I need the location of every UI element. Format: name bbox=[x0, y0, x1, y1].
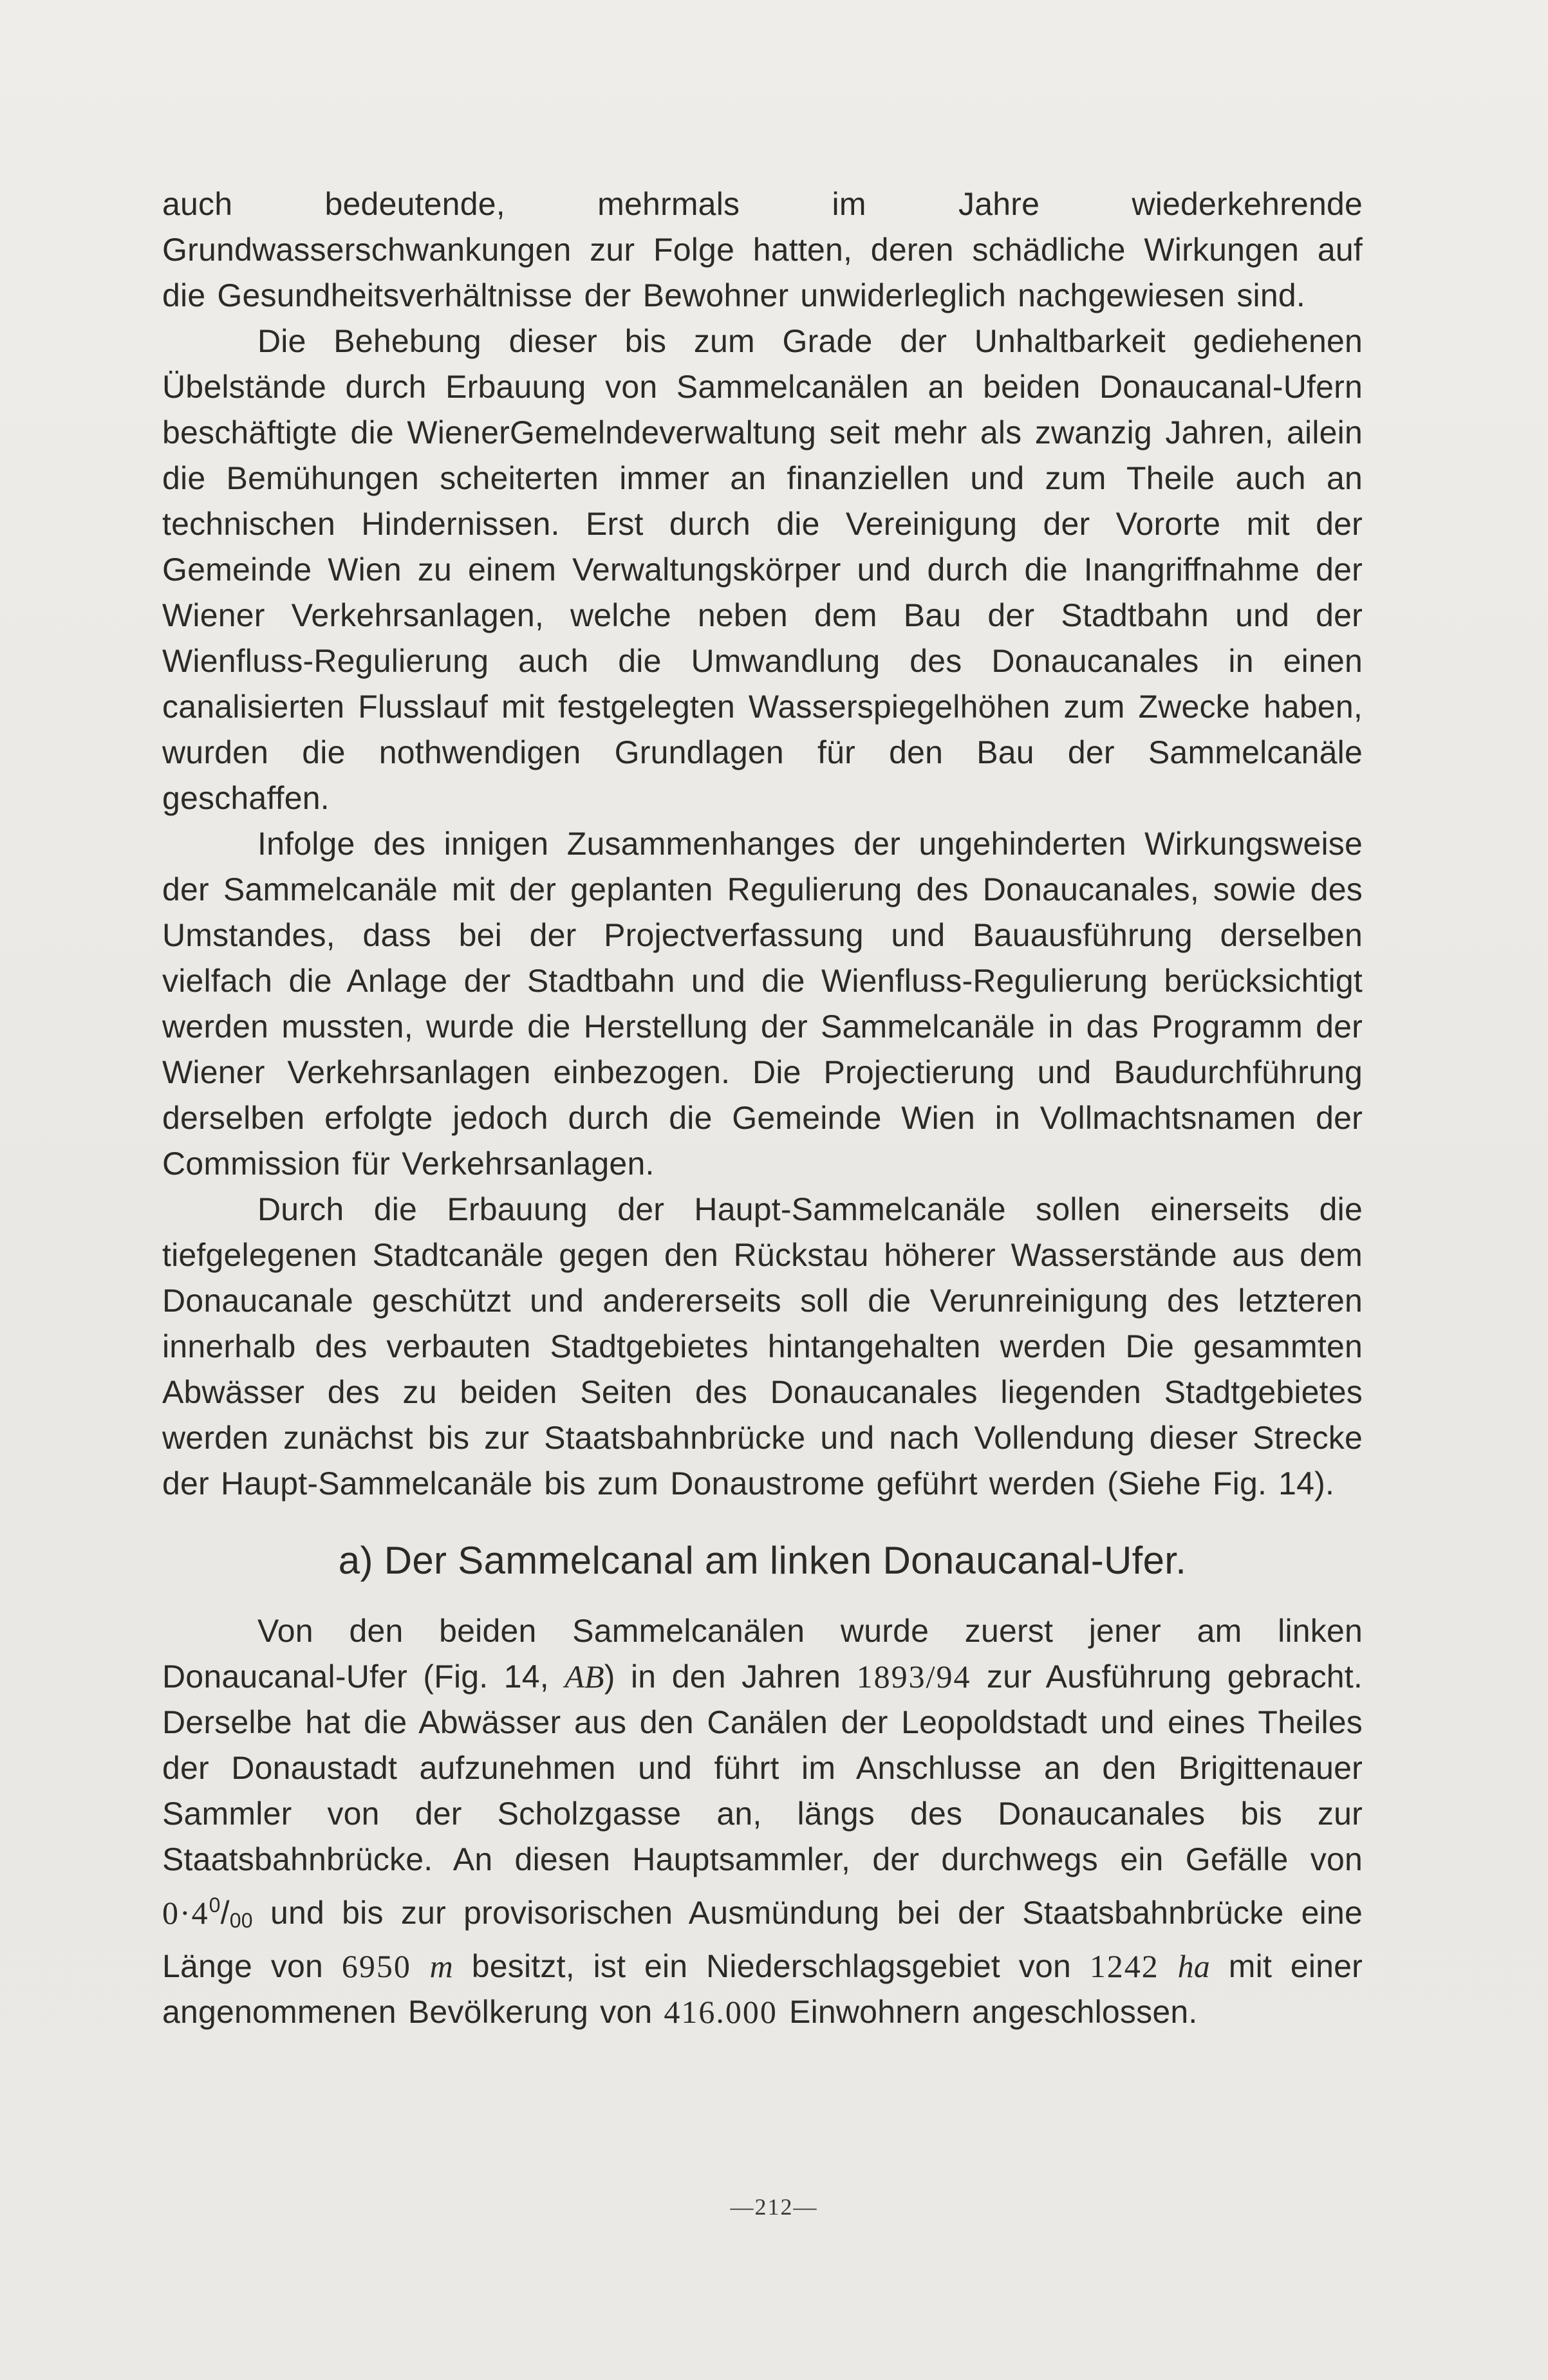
construction-years: 1893/94 bbox=[856, 1659, 971, 1695]
paragraph-5-text-7: Einwohnern angeschlossen. bbox=[777, 1994, 1198, 2030]
paragraph-5-text-2: ) in den Jahren bbox=[604, 1659, 857, 1695]
page-number: —212— bbox=[730, 2194, 818, 2220]
paragraph-5 bbox=[162, 1608, 1363, 2035]
permille-slash: / bbox=[220, 1895, 230, 1931]
paragraph-1: auch bedeutende, mehrmals im Jahre wiederkehrende Grundwasserschwankungen zur Folge hatten, deren schädliche Wirkungen auf die Gesundheitsverhältnisse der Bewohner unwiderleglich nachgewiesen sind. bbox=[162, 186, 1363, 313]
paragraph-5-text-5: besitzt, ist ein Niederschlagsgebiet von bbox=[452, 1948, 1090, 1984]
permille-sup: 0 bbox=[209, 1893, 221, 1917]
figure-label-ab: AB bbox=[564, 1659, 604, 1695]
paragraph-5-text-4: und bis zur provisorischen Ausmündung bei der Staatsbahnbrücke eine Länge von bbox=[162, 1895, 1363, 1984]
paragraph-3: Infolge des innigen Zusammenhanges der ungehinderten Wirkungsweise der Sammelcanäle mit der geplanten Regulierung des Donaucanales, sowie des Umstandes, dass bei der Projectverfassung und Bauausführung derselben vielfach die Anlage der Stadtbahn und die Wienfluss-Regulierung berücksichtigt werden mussten, wurde die Herstellung der Sammelcanäle in das Programm der Wiener Verkehrsanlagen einbezogen. Die Projectierung und Baudurchführung derselben erfolgte jedoch durch die Gemeinde Wien in Vollmachtsnamen der Commission für Verkehrsanlagen. bbox=[162, 826, 1363, 1182]
length-unit: m bbox=[429, 1948, 453, 1984]
paragraph-5-text-6: mit einer angenommenen Bevölkerung von bbox=[162, 1948, 1363, 2030]
area-value: 1242 bbox=[1089, 1948, 1159, 1984]
paragraph-5-text-1: Von den beiden Sammelcanälen wurde zuerst jener am linken Donaucanal-Ufer (Fig. 14, bbox=[162, 1613, 1363, 1695]
permille-sub: 00 bbox=[229, 1909, 253, 1932]
paragraph-2: Die Behebung dieser bis zum Grade der Unhaltbarkeit gediehenen Übelstände durch Erbauung von Sammelcanälen an beiden Donaucanal-Ufern beschäftigte die WienerGemelndeverwaltung seit mehr als zwanzig Jahren, ailein die Bemühungen scheiterten immer an finanziellen und zum Theile auch an technischen Hindernissen. Erst durch die Vereinigung der Vororte mit der Gemeinde Wien zu einem Verwaltungskörper und durch die Inangriffnahme der Wiener Verkehrsanlagen, welche neben dem Bau der Stadtbahn und der Wienfluss-Regulierung auch die Umwandlung des Donaucanales in einen canalisierten Flusslauf mit festgelegten Wasserspiegelhöhen zum Zwecke haben, wurden die nothwendigen Grundlagen für den Bau der Sammelcanäle geschaffen. bbox=[162, 323, 1363, 816]
length-value: 6950 bbox=[341, 1948, 411, 1984]
population-value: 416.000 bbox=[664, 1994, 778, 2030]
paragraph-4: Durch die Erbauung der Haupt-Sammelcanäle sollen einerseits die tiefgelegenen Stadtcanäle gegen den Rückstau höherer Wasserstände aus dem Donaucanale geschützt und andererseits soll die Verunreinigung des letzteren innerhalb des verbauten Stadtgebietes hintangehalten werden Die gesammten Abwässer des zu beiden Seiten des Donaucanales liegenden Stadtgebietes werden zunächst bis zur Staatsbahnbrücke und nach Vollendung dieser Strecke der Haupt-Sammelcanäle bis zum Donaustrome geführt werden (Siehe Fig. 14). bbox=[162, 1191, 1363, 1501]
section-heading: a) Der Sammelcanal am linken Donaucanal-Ufer. bbox=[338, 1539, 1187, 1582]
paragraph-5-text-3: zur Ausführung gebracht. Derselbe hat die Abwässer aus den Canälen der Leopoldstadt und eines Theiles der Donaustadt aufzunehmen und führt im Anschlusse an den Brigittenauer Sammler von der Scholzgasse an, längs des Donaucanales bis zur Staatsbahnbrücke. An diesen Hauptsammler, der durchwegs ein Gefälle von bbox=[162, 1659, 1363, 1877]
area-unit: ha bbox=[1177, 1948, 1210, 1984]
body-text bbox=[162, 181, 1363, 2035]
slope-value: 0·4 bbox=[162, 1895, 209, 1931]
